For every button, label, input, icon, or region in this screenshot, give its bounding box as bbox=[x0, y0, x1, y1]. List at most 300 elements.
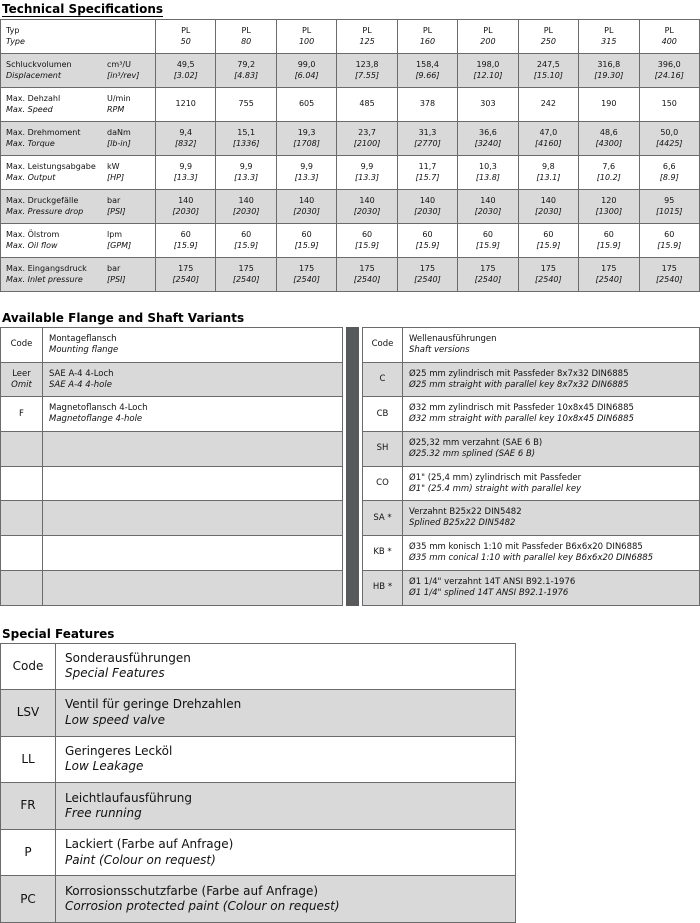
spec-value-cell bbox=[337, 88, 397, 122]
spec-value-line: [2540] bbox=[216, 275, 275, 286]
spec-value-cell bbox=[156, 88, 216, 122]
spec-value-line: 36,6 bbox=[458, 128, 517, 139]
spec-value-line: 7,6 bbox=[579, 162, 638, 173]
spec-value-line: [2770] bbox=[398, 139, 457, 150]
spec-value-line: 6,6 bbox=[640, 162, 700, 173]
code-cell bbox=[1, 536, 43, 571]
spec-value-line: 95 bbox=[640, 196, 700, 207]
spec-value-line: [3240] bbox=[458, 139, 517, 150]
spec-value-line: [13.3] bbox=[337, 173, 396, 184]
spec-value-line: [832] bbox=[156, 139, 215, 150]
spec-value-line: 120 bbox=[579, 196, 638, 207]
spec-value-cell bbox=[156, 122, 216, 156]
code-line: Code bbox=[1, 659, 55, 675]
spec-value-cell bbox=[337, 190, 397, 224]
description-cell bbox=[43, 328, 343, 363]
spec-value-line: 31,3 bbox=[398, 128, 457, 139]
spec-unit-line: bar bbox=[107, 264, 155, 275]
code-cell bbox=[1, 466, 43, 501]
spec-unit-line: [PSI] bbox=[107, 207, 155, 218]
model-header-line: 80 bbox=[216, 37, 275, 48]
description-cell bbox=[56, 736, 516, 783]
spec-value-line: 605 bbox=[277, 99, 336, 110]
model-header-line: PL bbox=[156, 26, 215, 37]
spec-value-line: [2030] bbox=[458, 207, 517, 218]
model-header-cell bbox=[156, 20, 216, 54]
description-line: Verzahnt B25x22 DIN5482 bbox=[409, 507, 699, 518]
spec-value-cell bbox=[276, 54, 336, 88]
spec-value-line: 175 bbox=[216, 264, 275, 275]
spec-value-cell bbox=[276, 190, 336, 224]
spec-value-cell bbox=[639, 258, 700, 292]
description-line: Splined B25x22 DIN5482 bbox=[409, 518, 699, 529]
spec-unit-line: cm³/U bbox=[107, 60, 155, 71]
spec-value-line: 9,9 bbox=[216, 162, 275, 173]
spec-value-cell bbox=[216, 88, 276, 122]
spec-unit-line: daNm bbox=[107, 128, 155, 139]
code-line: SH bbox=[363, 443, 402, 454]
spec-value-line: 60 bbox=[156, 230, 215, 241]
description-line: Wellenausführungen bbox=[409, 334, 699, 345]
spec-value-line: [4425] bbox=[640, 139, 700, 150]
spec-value-line: [15.9] bbox=[156, 241, 215, 252]
spec-value-cell bbox=[397, 54, 457, 88]
spec-row bbox=[1, 54, 700, 88]
spec-unit bbox=[107, 94, 155, 115]
spec-value-line: 175 bbox=[519, 264, 578, 275]
spec-value-line: 316,8 bbox=[579, 60, 638, 71]
table-row bbox=[1, 783, 516, 830]
spec-value-line: [3.02] bbox=[156, 71, 215, 82]
model-header-line: PL bbox=[398, 26, 457, 37]
spec-value-line: 198,0 bbox=[458, 60, 517, 71]
spec-value-line: [10.2] bbox=[579, 173, 638, 184]
table-row bbox=[1, 829, 516, 876]
spec-value-cell bbox=[639, 54, 700, 88]
spec-value-cell bbox=[216, 190, 276, 224]
shaft-variants-table bbox=[362, 327, 700, 606]
spec-unit bbox=[107, 196, 155, 217]
table-row bbox=[363, 362, 700, 397]
section-divider-bar bbox=[346, 327, 359, 606]
spec-unit bbox=[107, 60, 155, 81]
table-row bbox=[1, 643, 516, 690]
model-header-cell bbox=[397, 20, 457, 54]
spec-value-cell bbox=[639, 190, 700, 224]
code-line: HB * bbox=[363, 582, 402, 593]
description-line: Ø25 mm straight with parallel key 8x7x32 DIN6885 bbox=[409, 380, 699, 391]
description-cell bbox=[403, 432, 700, 467]
model-header-line: 50 bbox=[156, 37, 215, 48]
spec-value-cell bbox=[337, 54, 397, 88]
spec-label-line: Max. Leistungsabgabe bbox=[6, 162, 107, 173]
spec-value-line: 140 bbox=[519, 196, 578, 207]
spacer bbox=[0, 606, 700, 625]
spec-label-line: Max. Output bbox=[6, 173, 107, 184]
spec-value-line: 47,0 bbox=[519, 128, 578, 139]
spec-value-line: 190 bbox=[579, 99, 638, 110]
spec-unit-line: [HP] bbox=[107, 173, 155, 184]
code-cell bbox=[1, 397, 43, 432]
spec-value-cell bbox=[397, 156, 457, 190]
description-line: Magnetoflange 4-hole bbox=[49, 414, 342, 425]
spec-value-line: [2540] bbox=[640, 275, 700, 286]
spec-value-line: [24.16] bbox=[640, 71, 700, 82]
spec-value-cell bbox=[156, 224, 216, 258]
spec-value-line: 175 bbox=[458, 264, 517, 275]
table-row bbox=[363, 466, 700, 501]
spec-value-line: [2540] bbox=[337, 275, 396, 286]
spec-value-line: 60 bbox=[337, 230, 396, 241]
spec-value-line: [15.9] bbox=[337, 241, 396, 252]
spec-label bbox=[1, 94, 107, 115]
description-cell bbox=[43, 501, 343, 536]
table-row bbox=[363, 536, 700, 571]
tech-specs-table-container bbox=[0, 19, 700, 292]
spec-value-cell bbox=[397, 224, 457, 258]
spec-value-line: 175 bbox=[277, 264, 336, 275]
model-header-line: PL bbox=[519, 26, 578, 37]
header-row bbox=[1, 20, 700, 54]
code-cell bbox=[1, 783, 56, 830]
spec-value-cell bbox=[337, 224, 397, 258]
spec-unit-line: [GPM] bbox=[107, 241, 155, 252]
spec-value-cell bbox=[397, 190, 457, 224]
spec-value-line: 140 bbox=[458, 196, 517, 207]
model-header-line: 125 bbox=[337, 37, 396, 48]
spec-value-line: [2540] bbox=[156, 275, 215, 286]
spec-value-line: [2540] bbox=[579, 275, 638, 286]
code-cell bbox=[1, 736, 56, 783]
spec-unit-line: [in³/rev] bbox=[107, 71, 155, 82]
spec-value-line: [4.83] bbox=[216, 71, 275, 82]
model-header-cell bbox=[276, 20, 336, 54]
code-cell bbox=[1, 829, 56, 876]
special-features-table bbox=[0, 643, 516, 923]
code-line: KB * bbox=[363, 547, 402, 558]
code-line: CO bbox=[363, 478, 402, 489]
spec-value-cell bbox=[518, 54, 578, 88]
description-line: Ø1 1/4" splined 14T ANSI B92.1-1976 bbox=[409, 588, 699, 599]
table-row bbox=[1, 876, 516, 923]
spec-value-line: 49,5 bbox=[156, 60, 215, 71]
spec-value-line: [2030] bbox=[216, 207, 275, 218]
spec-label-line: Schluckvolumen bbox=[6, 60, 107, 71]
spec-label-cell bbox=[1, 156, 156, 190]
spec-value-cell bbox=[397, 122, 457, 156]
spec-value-cell bbox=[216, 122, 276, 156]
description-line: Ø32 mm straight with parallel key 10x8x45 DIN6885 bbox=[409, 414, 699, 425]
spec-value-line: [2030] bbox=[277, 207, 336, 218]
description-line: Low speed valve bbox=[65, 713, 515, 729]
spec-value-line: 99,0 bbox=[277, 60, 336, 71]
description-line: Montageflansch bbox=[49, 334, 342, 345]
spec-unit bbox=[107, 230, 155, 251]
spec-value-line: 9,8 bbox=[519, 162, 578, 173]
spec-value-cell bbox=[156, 54, 216, 88]
spec-label-cell bbox=[1, 88, 156, 122]
spec-label-line: Max. Inlet pressure bbox=[6, 275, 107, 286]
spec-value-cell bbox=[458, 224, 518, 258]
spec-label-line: Max. Oil flow bbox=[6, 241, 107, 252]
label-flex bbox=[1, 230, 155, 251]
table-row bbox=[1, 690, 516, 737]
code-line: Code bbox=[1, 339, 42, 350]
code-line: CB bbox=[363, 409, 402, 420]
description-cell bbox=[403, 501, 700, 536]
type-label-cell bbox=[1, 20, 156, 54]
spec-value-line: 60 bbox=[519, 230, 578, 241]
spec-value-line: 755 bbox=[216, 99, 275, 110]
spec-value-line: [1336] bbox=[216, 139, 275, 150]
section-title-technical-specifications: Technical Specifications bbox=[2, 2, 163, 17]
spec-unit bbox=[107, 162, 155, 183]
label-flex bbox=[1, 94, 155, 115]
special-features-title-row bbox=[2, 626, 700, 641]
spec-value-line: 175 bbox=[156, 264, 215, 275]
spec-value-line: 60 bbox=[458, 230, 517, 241]
table-row bbox=[1, 736, 516, 783]
description-cell bbox=[403, 328, 700, 363]
spec-unit-line: RPM bbox=[107, 105, 155, 116]
description-line: Special Features bbox=[65, 666, 515, 682]
model-header-line: 200 bbox=[458, 37, 517, 48]
code-line: P bbox=[1, 845, 55, 861]
description-line: Corrosion protected paint (Colour on request) bbox=[65, 899, 515, 915]
model-header-line: PL bbox=[337, 26, 396, 37]
spec-value-line: 50,0 bbox=[640, 128, 700, 139]
spec-value-cell bbox=[276, 122, 336, 156]
model-header-line: PL bbox=[277, 26, 336, 37]
spec-value-line: [2030] bbox=[337, 207, 396, 218]
model-header-cell bbox=[216, 20, 276, 54]
spec-value-line: 378 bbox=[398, 99, 457, 110]
spec-value-cell bbox=[337, 122, 397, 156]
model-header-line: 100 bbox=[277, 37, 336, 48]
spec-value-line: 303 bbox=[458, 99, 517, 110]
spec-value-line: [15.9] bbox=[216, 241, 275, 252]
spec-value-line: [6.04] bbox=[277, 71, 336, 82]
spec-value-cell bbox=[458, 258, 518, 292]
spec-value-line: [19.30] bbox=[579, 71, 638, 82]
table-row bbox=[1, 501, 343, 536]
spec-value-line: [13.1] bbox=[519, 173, 578, 184]
spec-row bbox=[1, 190, 700, 224]
spec-value-line: [15.10] bbox=[519, 71, 578, 82]
spec-value-cell bbox=[639, 122, 700, 156]
type-label-line: Typ bbox=[6, 26, 155, 37]
spec-value-line: [2100] bbox=[337, 139, 396, 150]
model-header-line: PL bbox=[216, 26, 275, 37]
spec-value-line: [12.10] bbox=[458, 71, 517, 82]
spec-value-line: 9,9 bbox=[337, 162, 396, 173]
spec-value-line: 396,0 bbox=[640, 60, 700, 71]
description-cell bbox=[403, 536, 700, 571]
spec-value-line: 150 bbox=[640, 99, 700, 110]
code-cell bbox=[1, 362, 43, 397]
spec-value-line: 9,9 bbox=[156, 162, 215, 173]
description-cell bbox=[56, 643, 516, 690]
spec-value-line: [13.3] bbox=[277, 173, 336, 184]
spec-value-line: 9,4 bbox=[156, 128, 215, 139]
spec-unit-line: [lb-in] bbox=[107, 139, 155, 150]
description-line: Magnetoflansch 4-Loch bbox=[49, 403, 342, 414]
code-line: LL bbox=[1, 752, 55, 768]
spec-value-cell bbox=[216, 224, 276, 258]
spec-value-cell bbox=[518, 190, 578, 224]
code-cell bbox=[1, 876, 56, 923]
description-line: Lackiert (Farbe auf Anfrage) bbox=[65, 837, 515, 853]
code-cell bbox=[1, 501, 43, 536]
table-row bbox=[1, 536, 343, 571]
code-line: Code bbox=[363, 339, 402, 350]
spec-value-line: 60 bbox=[579, 230, 638, 241]
spec-unit bbox=[107, 264, 155, 285]
spec-value-line: [15.9] bbox=[398, 241, 457, 252]
code-cell bbox=[363, 501, 403, 536]
code-line: FR bbox=[1, 798, 55, 814]
spec-value-line: [13.3] bbox=[216, 173, 275, 184]
spec-value-line: 140 bbox=[277, 196, 336, 207]
description-line: Shaft versions bbox=[409, 345, 699, 356]
description-line: Ø1" (25.4 mm) straight with parallel key bbox=[409, 484, 699, 495]
spec-unit bbox=[107, 128, 155, 149]
spec-value-cell bbox=[458, 190, 518, 224]
model-header-cell bbox=[518, 20, 578, 54]
flange-shaft-section bbox=[0, 327, 700, 606]
spec-value-cell bbox=[337, 258, 397, 292]
spec-value-cell bbox=[397, 258, 457, 292]
spec-value-cell bbox=[579, 54, 639, 88]
spec-value-line: [2030] bbox=[519, 207, 578, 218]
spec-label-line: Max. Drehmoment bbox=[6, 128, 107, 139]
spec-value-line: 79,2 bbox=[216, 60, 275, 71]
description-line: Low Leakage bbox=[65, 759, 515, 775]
code-line: SA * bbox=[363, 513, 402, 524]
spec-label bbox=[1, 264, 107, 285]
spec-unit-line: [PSI] bbox=[107, 275, 155, 286]
spec-value-line: 175 bbox=[337, 264, 396, 275]
spec-value-line: [4160] bbox=[519, 139, 578, 150]
spec-row bbox=[1, 224, 700, 258]
description-line: Sonderausführungen bbox=[65, 651, 515, 667]
spec-value-cell bbox=[337, 156, 397, 190]
code-line: F bbox=[1, 409, 42, 420]
spec-label bbox=[1, 162, 107, 183]
spec-unit-line: kW bbox=[107, 162, 155, 173]
spec-value-line: [7.55] bbox=[337, 71, 396, 82]
spec-value-line: 247,5 bbox=[519, 60, 578, 71]
spec-label bbox=[1, 230, 107, 251]
spec-value-line: 175 bbox=[398, 264, 457, 275]
spec-value-cell bbox=[458, 122, 518, 156]
spec-value-cell bbox=[639, 156, 700, 190]
spec-value-line: [4300] bbox=[579, 139, 638, 150]
spec-value-cell bbox=[216, 258, 276, 292]
spec-value-cell bbox=[156, 258, 216, 292]
model-header-cell bbox=[579, 20, 639, 54]
spec-value-line: [2540] bbox=[458, 275, 517, 286]
spec-value-line: 1210 bbox=[156, 99, 215, 110]
spec-label-line: Displacement bbox=[6, 71, 107, 82]
spec-value-line: [15.9] bbox=[458, 241, 517, 252]
code-cell bbox=[363, 362, 403, 397]
description-line: Ø25.32 mm splined (SAE 6 B) bbox=[409, 449, 699, 460]
spec-value-cell bbox=[579, 156, 639, 190]
spec-value-line: 60 bbox=[277, 230, 336, 241]
model-header-line: PL bbox=[458, 26, 517, 37]
spec-value-line: 60 bbox=[398, 230, 457, 241]
spec-value-line: [15.7] bbox=[398, 173, 457, 184]
spec-value-line: [2030] bbox=[156, 207, 215, 218]
description-cell bbox=[43, 536, 343, 571]
table-row bbox=[1, 397, 343, 432]
spec-value-cell bbox=[276, 258, 336, 292]
model-header-line: PL bbox=[579, 26, 638, 37]
spec-label-cell bbox=[1, 54, 156, 88]
spec-value-cell bbox=[518, 122, 578, 156]
spec-label-line: Max. Torque bbox=[6, 139, 107, 150]
spec-value-line: [2540] bbox=[519, 275, 578, 286]
spec-value-line: [13.3] bbox=[156, 173, 215, 184]
description-line: SAE A-4 4-Loch bbox=[49, 369, 342, 380]
description-line: Ø35 mm konisch 1:10 mit Passfeder B6x6x20 DIN6885 bbox=[409, 542, 699, 553]
description-cell bbox=[56, 783, 516, 830]
label-flex bbox=[1, 196, 155, 217]
spec-value-cell bbox=[518, 258, 578, 292]
spec-label bbox=[1, 60, 107, 81]
spec-value-cell bbox=[639, 224, 700, 258]
description-line: Ventil für geringe Drehzahlen bbox=[65, 697, 515, 713]
spec-value-line: [15.9] bbox=[519, 241, 578, 252]
description-cell bbox=[403, 397, 700, 432]
spec-value-line: 48,6 bbox=[579, 128, 638, 139]
spec-unit-line: bar bbox=[107, 196, 155, 207]
spec-label-cell bbox=[1, 190, 156, 224]
description-line: SAE A-4 4-hole bbox=[49, 380, 342, 391]
description-cell bbox=[43, 432, 343, 467]
description-line: Mounting flange bbox=[49, 345, 342, 356]
spec-label-cell bbox=[1, 122, 156, 156]
spec-value-cell bbox=[579, 190, 639, 224]
spec-value-line: [8.9] bbox=[640, 173, 700, 184]
flange-shaft-title-row bbox=[2, 310, 700, 325]
spec-value-line: 140 bbox=[156, 196, 215, 207]
code-line: PC bbox=[1, 892, 55, 908]
spec-value-cell bbox=[458, 54, 518, 88]
code-line: Leer bbox=[1, 369, 42, 380]
description-cell bbox=[403, 466, 700, 501]
description-cell bbox=[56, 876, 516, 923]
table-row bbox=[363, 397, 700, 432]
spec-value-cell bbox=[458, 88, 518, 122]
description-cell bbox=[56, 690, 516, 737]
spec-value-line: 242 bbox=[519, 99, 578, 110]
section-title-special-features: Special Features bbox=[2, 627, 114, 641]
spec-value-cell bbox=[397, 88, 457, 122]
model-header-cell bbox=[458, 20, 518, 54]
description-line: Free running bbox=[65, 806, 515, 822]
code-line: Omit bbox=[1, 380, 42, 391]
spec-value-line: 140 bbox=[398, 196, 457, 207]
spec-value-line: 10,3 bbox=[458, 162, 517, 173]
spec-value-line: 175 bbox=[640, 264, 700, 275]
spec-value-cell bbox=[639, 88, 700, 122]
spec-value-cell bbox=[156, 156, 216, 190]
model-header-line: 160 bbox=[398, 37, 457, 48]
spec-value-cell bbox=[458, 156, 518, 190]
table-row bbox=[1, 362, 343, 397]
